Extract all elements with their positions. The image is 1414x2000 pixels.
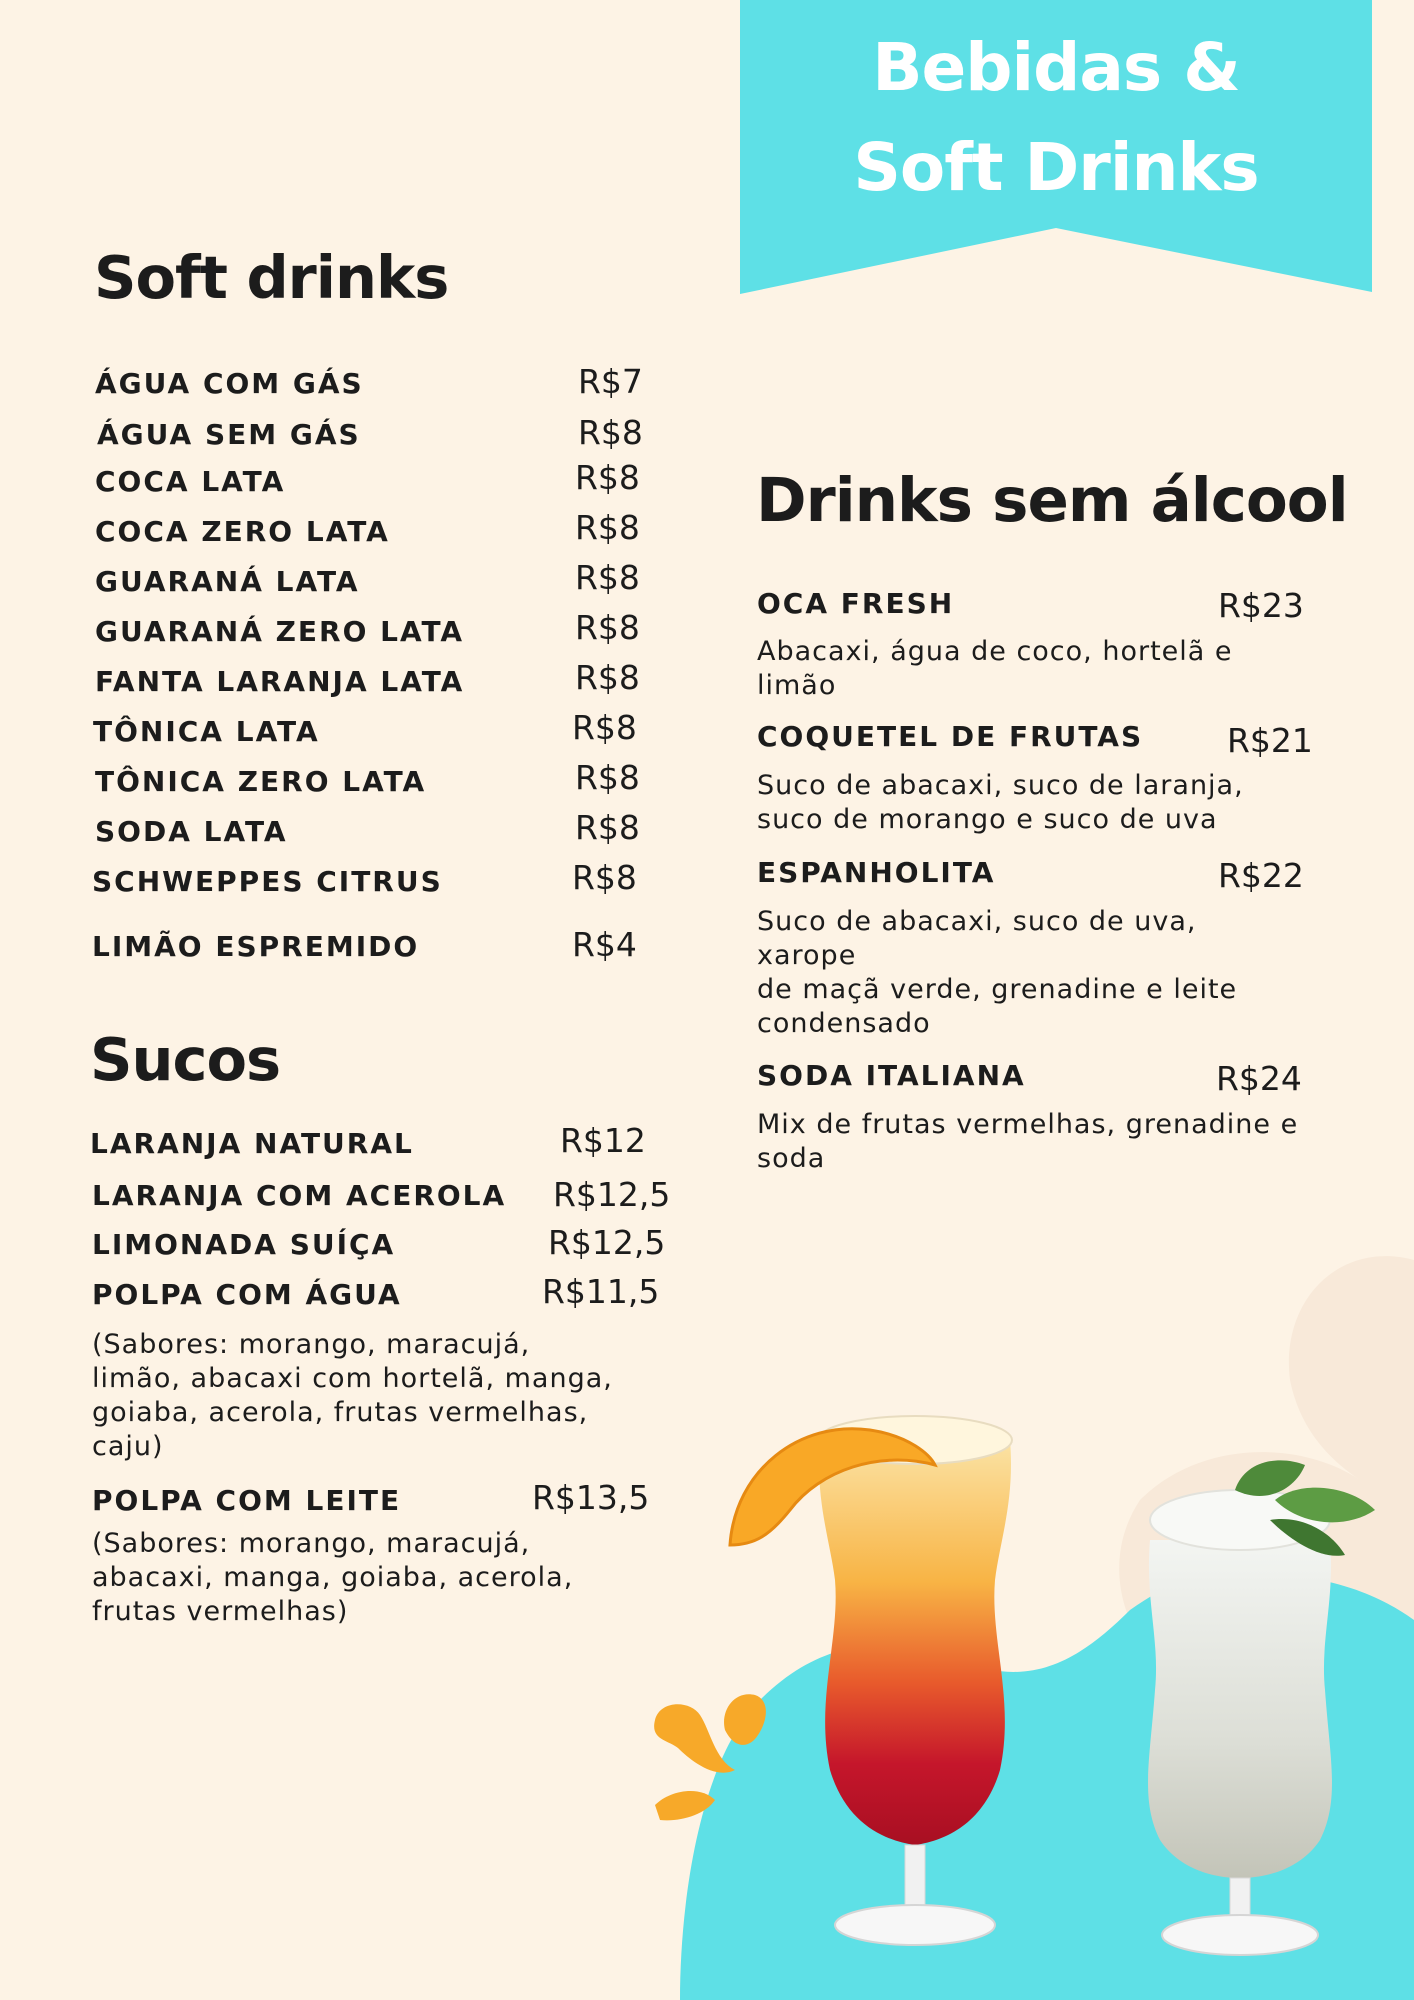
menu-item-name: COCA ZERO LATA <box>95 515 390 548</box>
menu-item-name: POLPA COM LEITE <box>92 1484 402 1517</box>
description-line: goiaba, acerola, frutas vermelhas, <box>92 1397 589 1428</box>
description-line: (Sabores: morango, maracujá, <box>92 1329 531 1360</box>
menu-item-price: R$8 <box>575 658 640 697</box>
menu-item-name: TÔNICA LATA <box>93 715 320 748</box>
menu-item-price: R$11,5 <box>542 1272 660 1311</box>
menu-item-price: R$8 <box>578 413 643 452</box>
menu-item-name: SODA LATA <box>95 815 288 848</box>
menu-item-name: ESPANHOLITA <box>757 856 996 889</box>
description-line: limão, abacaxi com hortelã, manga, <box>92 1363 613 1394</box>
menu-item-price: R$8 <box>575 808 640 847</box>
menu-item-description <box>757 905 1237 1041</box>
menu-item-name: SCHWEPPES CITRUS <box>92 865 443 898</box>
menu-item-price: R$21 <box>1227 721 1313 760</box>
description-line: condensado <box>757 1008 931 1039</box>
menu-item-price: R$12,5 <box>553 1175 671 1214</box>
menu-item-description <box>757 635 1233 703</box>
orange-splash <box>654 1704 735 1772</box>
page-title <box>740 18 1372 218</box>
menu-item-price: R$22 <box>1218 856 1304 895</box>
description-line: soda <box>757 1143 826 1174</box>
description-line: suco de morango e suco de uva <box>757 804 1218 835</box>
description-line: (Sabores: morango, maracujá, <box>92 1528 531 1559</box>
menu-item-description <box>757 769 1244 837</box>
menu-item-price: R$8 <box>572 708 637 747</box>
section-title-drinks-sem-alcool: Drinks sem álcool <box>756 465 1348 536</box>
menu-item-description <box>92 1527 573 1629</box>
menu-item-price: R$8 <box>575 458 640 497</box>
section-title-soft-drinks: Soft drinks <box>94 243 449 312</box>
page-title-line1: Bebidas & <box>872 29 1240 106</box>
menu-item-price: R$8 <box>572 858 637 897</box>
menu-item-name: GUARANÁ LATA <box>95 565 360 598</box>
menu-item-description <box>92 1328 613 1464</box>
menu-item-name: OCA FRESH <box>757 587 955 620</box>
description-line: de maçã verde, grenadine e leite <box>757 974 1238 1005</box>
menu-item-name: ÁGUA COM GÁS <box>95 367 364 400</box>
menu-item-price: R$8 <box>575 758 640 797</box>
menu-item-name: ÁGUA SEM GÁS <box>97 418 361 451</box>
menu-item-name: POLPA COM ÁGUA <box>92 1278 402 1311</box>
menu-item-name: COQUETEL DE FRUTAS <box>757 720 1144 753</box>
menu-item-name: FANTA LARANJA LATA <box>95 665 465 698</box>
menu-item-description <box>757 1108 1298 1176</box>
menu-item-price: R$8 <box>575 608 640 647</box>
page-title-line2: Soft Drinks <box>853 129 1259 206</box>
description-line: limão <box>757 670 837 701</box>
menu-item-price: R$8 <box>575 558 640 597</box>
menu-item-name: GUARANÁ ZERO LATA <box>95 615 465 648</box>
section-title-sucos: Sucos <box>90 1025 281 1094</box>
menu-item-name: SODA ITALIANA <box>757 1059 1026 1092</box>
description-line: xarope <box>757 940 857 971</box>
description-line: Abacaxi, água de coco, hortelã e <box>757 636 1233 667</box>
description-line: abacaxi, manga, goiaba, acerola, <box>92 1562 574 1593</box>
menu-item-price: R$8 <box>575 508 640 547</box>
menu-item-price: R$23 <box>1218 586 1304 625</box>
menu-item-price: R$13,5 <box>532 1478 650 1517</box>
description-line: caju) <box>92 1431 164 1462</box>
menu-item-name: TÔNICA ZERO LATA <box>95 765 427 798</box>
menu-item-name: LARANJA NATURAL <box>90 1127 414 1160</box>
description-line: Suco de abacaxi, suco de uva, <box>757 906 1197 937</box>
menu-item-name: LIMÃO ESPREMIDO <box>92 930 420 963</box>
menu-item-price: R$4 <box>572 925 637 964</box>
menu-item-name: COCA LATA <box>95 465 286 498</box>
menu-item-name: LIMONADA SUÍÇA <box>92 1228 396 1261</box>
menu-item-name: LARANJA COM ACEROLA <box>92 1179 507 1212</box>
description-line: frutas vermelhas) <box>92 1596 349 1627</box>
menu-item-price: R$24 <box>1216 1059 1302 1098</box>
description-line: Mix de frutas vermelhas, grenadine e <box>757 1109 1299 1140</box>
menu-item-price: R$12 <box>560 1121 646 1160</box>
menu-item-price: R$12,5 <box>548 1223 666 1262</box>
description-line: Suco de abacaxi, suco de laranja, <box>757 770 1244 801</box>
menu-item-price: R$7 <box>578 362 643 401</box>
